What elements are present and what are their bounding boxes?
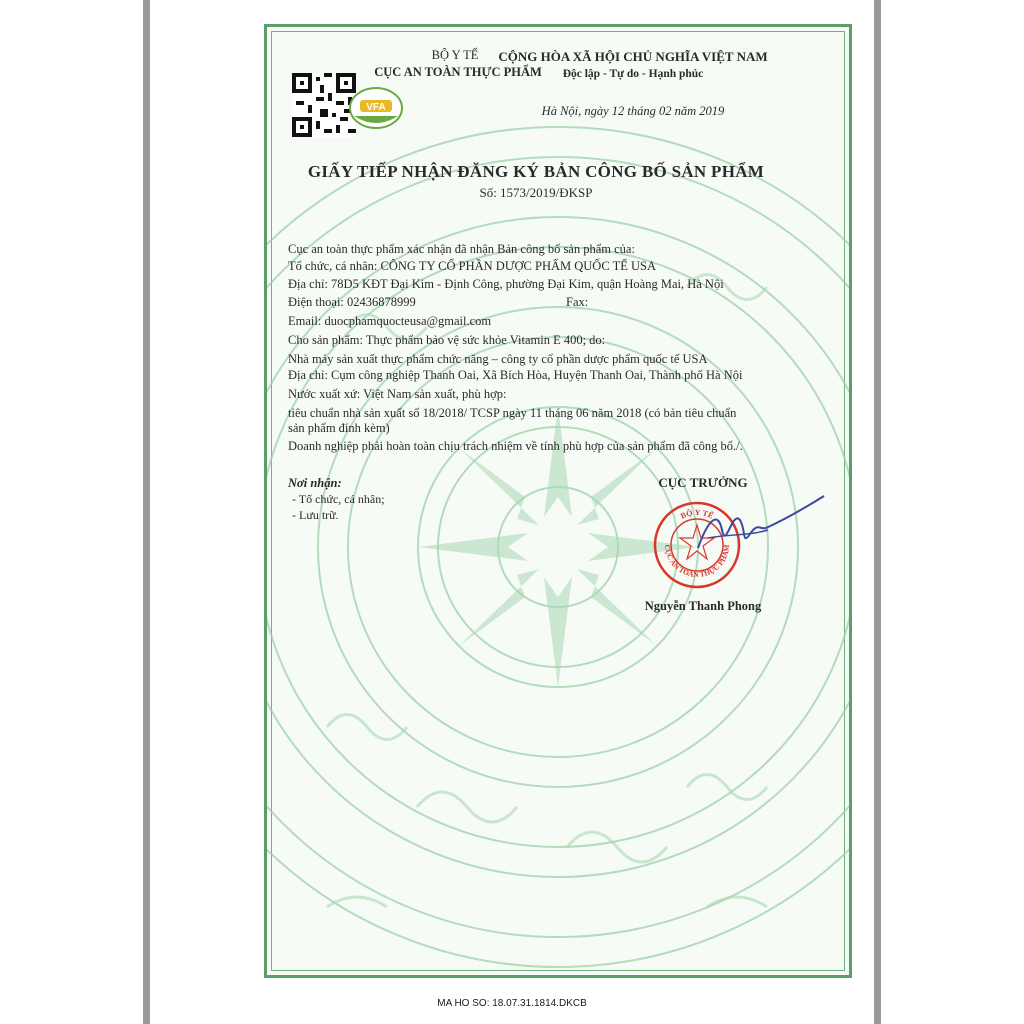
qr-code [292, 73, 356, 137]
factory-line: Nhà máy sản xuất thực phẩm chức năng – công ty cổ phần dược phẩm quốc tế USA [288, 352, 708, 366]
national-motto: Độc lập - Tự do - Hạnh phúc [562, 68, 704, 80]
ministry-name: BỘ Y TẾ [431, 48, 479, 62]
viewer-right-margin [881, 0, 1024, 1024]
stamp-top-text: BỘ Y TẾ [679, 507, 715, 521]
product-line: Cho sản phẩm: Thực phẩm bảo vệ sức khỏe Vitamin E 400; do: [288, 333, 606, 347]
document-title: GIẤY TIẾP NHẬN ĐĂNG KÝ BẢN CÔNG BỐ SẢN PHẨM [307, 162, 765, 181]
intro-line: Cục an toàn thực phẩm xác nhận đã nhận Bản công bố sản phẩm của: [288, 242, 635, 256]
phone-line: Điện thoại: 02436878999 [288, 295, 416, 309]
recipient-item: - Tổ chức, cá nhân; [292, 492, 385, 506]
fax-line: Fax: [566, 295, 589, 309]
document-number: Số: 1573/2019/ĐKSP [479, 185, 593, 200]
vfa-logo [348, 86, 404, 130]
factory-address-line: Địa chỉ: Cụm công nghiệp Thanh Oai, Xã Bích Hòa, Huyện Thanh Oai, Thành phố Hà Nội [288, 368, 743, 382]
issue-date: Hà Nội, ngày 12 tháng 02 năm 2019 [541, 104, 725, 118]
standard-line-1: tiêu chuẩn nhà sản xuất số 18/2018/ TCSP ngày 11 tháng 06 năm 2018 (có bản tiêu chuẩn [288, 406, 737, 420]
recipients-label: Nơi nhận: [288, 476, 342, 490]
svg-text:VFA: VFA [366, 102, 386, 113]
country-name: CỘNG HÒA XÃ HỘI CHỦ NGHĨA VIỆT NAM [498, 49, 768, 64]
dossier-code: MA HO SO: 18.07.31.1814.DKCB [437, 998, 587, 1009]
document-page [150, 0, 874, 1024]
viewer-left-margin [0, 0, 143, 1024]
responsibility-line: Doanh nghiệp phải hoàn toàn chịu trách nhiệm về tính phù hợp của sản phẩm đã công bố./. [288, 439, 743, 453]
address-line: Địa chỉ: 78D5 KĐT Đại Kim - Định Công, phường Đại Kim, quận Hoàng Mai, Hà Nội [288, 277, 724, 291]
signer-title: CỤC TRƯỞNG [658, 475, 748, 490]
email-line: Email: duocphamquocteusa@gmail.com [288, 314, 492, 328]
handwritten-signature [688, 490, 828, 560]
recipient-item: - Lưu trữ. [292, 508, 339, 522]
agency-name: CỤC AN TOÀN THỰC PHẨM [374, 65, 542, 79]
stamp-ring-text: CỤC AN TOÀN THỰC PHẨM [662, 544, 732, 580]
origin-line: Nước xuất xứ: Việt Nam sản xuất, phù hợp: [288, 387, 507, 401]
signer-name: Nguyễn Thanh Phong [644, 599, 762, 613]
org-line: Tổ chức, cá nhân: CÔNG TY CỔ PHẦN DƯỢC PHẨM QUỐC TẾ USA [288, 259, 656, 273]
standard-line-2: sản phẩm đính kèm) [288, 421, 390, 435]
